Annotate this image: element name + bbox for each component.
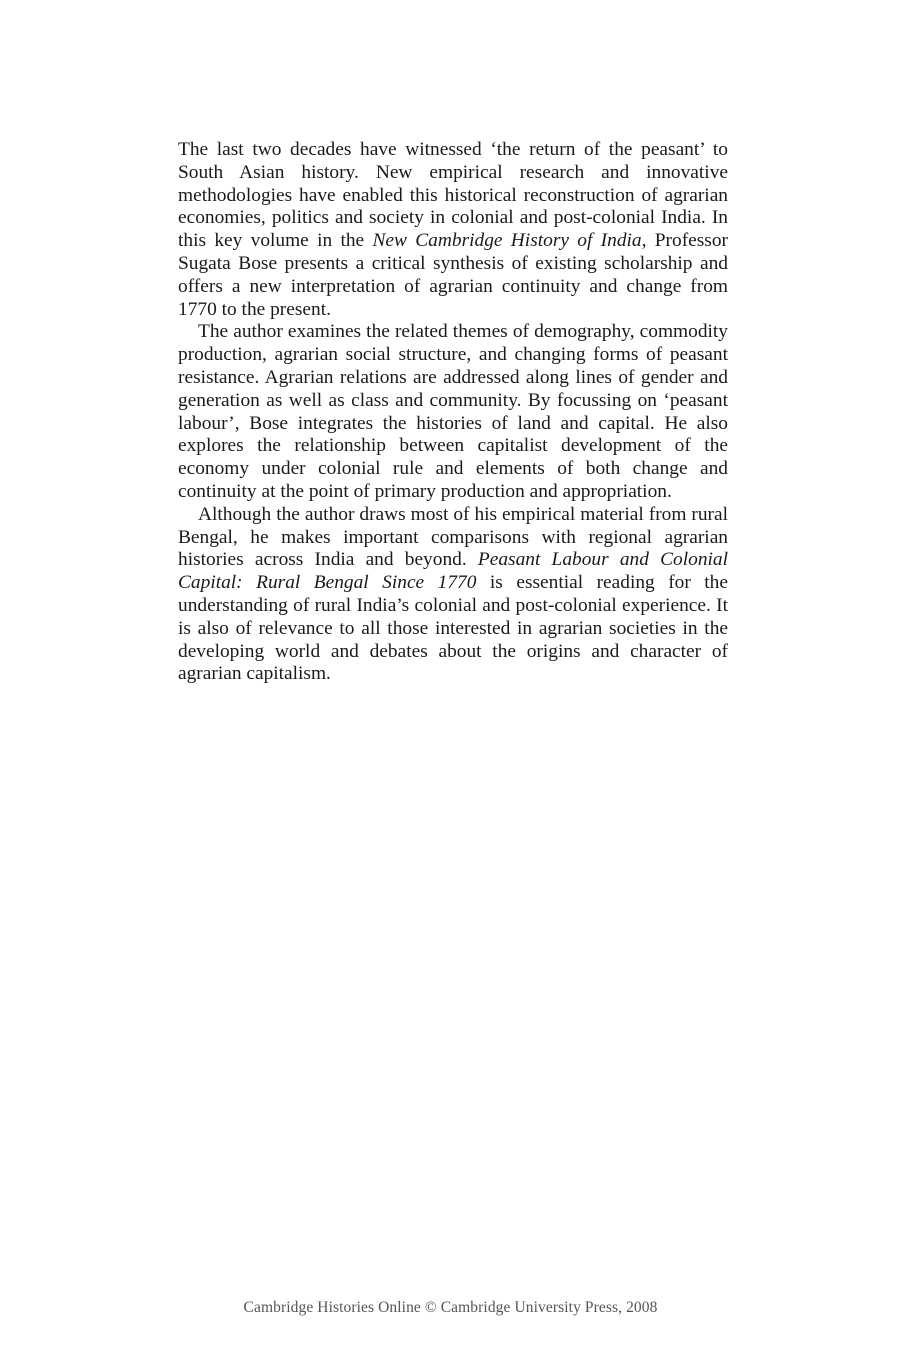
paragraph-2: The author examines the related themes of demography, commodity production, agrarian social structure, and changing forms of peasant resistance. Agrarian relations are addressed along lines of gender and generation as well as class and community. By focussing on ‘peasant labour’, Bose integrates the histories of land and capital. He also explores the relationship between capitalist development of the economy under colonial rule and elements of both change and continuity at the point of primary production and appropriation. <box>178 321 728 502</box>
paragraph-1 <box>178 139 728 321</box>
series-title: New Cambridge History of India <box>372 230 642 252</box>
paragraph-3-text-b: is essential reading for the understanding of rural India’s colonial and post-colonial experience. It is also of relevance to all those interested in agrarian societies in the developing world and debates about the origins and character of agrarian capitalism. <box>178 572 728 685</box>
paragraph-1-text-a: The last two decades have witnessed ‘the return of the peasant’ to South Asian history. New empirical research and innovative methodologies have enabled this historical reconstruction of agrarian economies, politics and society in colonial and post-colonial India. In this key volume in the <box>178 139 728 252</box>
book-description <box>178 139 728 686</box>
paragraph-3 <box>178 504 728 686</box>
book-title: Peasant Labour and Colonial Capital: Rural Bengal Since 1770 <box>178 549 728 594</box>
copyright-footer: Cambridge Histories Online © Cambridge University Press, 2008 <box>243 1299 658 1316</box>
paragraph-3-text-a: Although the author draws most of his empirical material from rural Bengal, he makes important comparisons with regional agrarian histories across India and beyond. <box>178 503 728 571</box>
paragraph-1-text-b: , Professor Sugata Bose presents a critical synthesis of existing scholarship and offers a new interpretation of agrarian continuity and change from 1770 to the present. <box>178 230 729 320</box>
